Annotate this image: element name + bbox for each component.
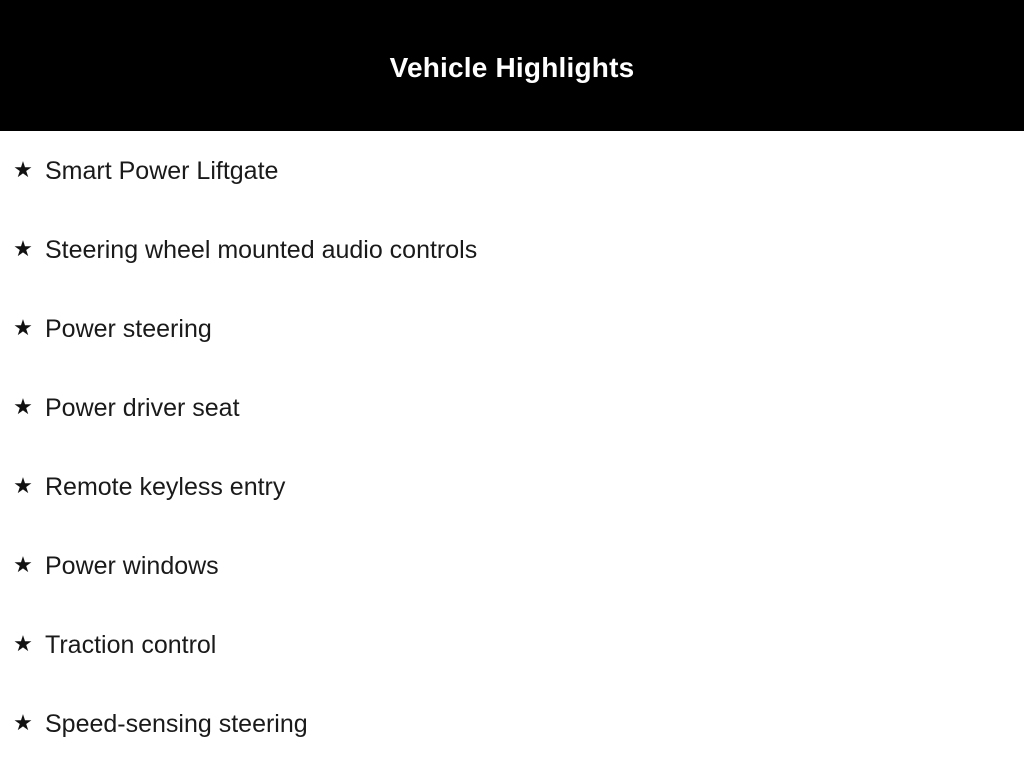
list-item xyxy=(12,369,1024,448)
highlights-list xyxy=(0,131,1024,764)
list-item-label: Power driver seat xyxy=(45,394,240,423)
star-icon: ★ xyxy=(13,158,33,184)
star-icon: ★ xyxy=(13,711,33,737)
list-item-label: Steering wheel mounted audio controls xyxy=(45,236,478,265)
star-icon: ★ xyxy=(13,395,33,421)
star-icon: ★ xyxy=(13,553,33,579)
list-item xyxy=(12,132,1024,211)
list-item xyxy=(12,211,1024,290)
list-item xyxy=(12,527,1024,606)
star-icon: ★ xyxy=(13,237,33,263)
star-icon: ★ xyxy=(13,474,33,500)
list-item xyxy=(12,290,1024,369)
star-icon: ★ xyxy=(13,632,33,658)
star-icon: ★ xyxy=(13,316,33,342)
list-item-label: Smart Power Liftgate xyxy=(45,157,279,186)
list-item xyxy=(12,685,1024,764)
list-item-label: Remote keyless entry xyxy=(45,473,286,502)
list-item-label: Power steering xyxy=(45,315,212,344)
list-item-label: Power windows xyxy=(45,552,219,581)
page-title: Vehicle Highlights xyxy=(389,51,635,83)
header-bar xyxy=(0,0,1024,131)
list-item-label: Speed-sensing steering xyxy=(45,710,308,739)
list-item xyxy=(12,448,1024,527)
list-item-label: Traction control xyxy=(45,631,217,660)
list-item xyxy=(12,606,1024,685)
